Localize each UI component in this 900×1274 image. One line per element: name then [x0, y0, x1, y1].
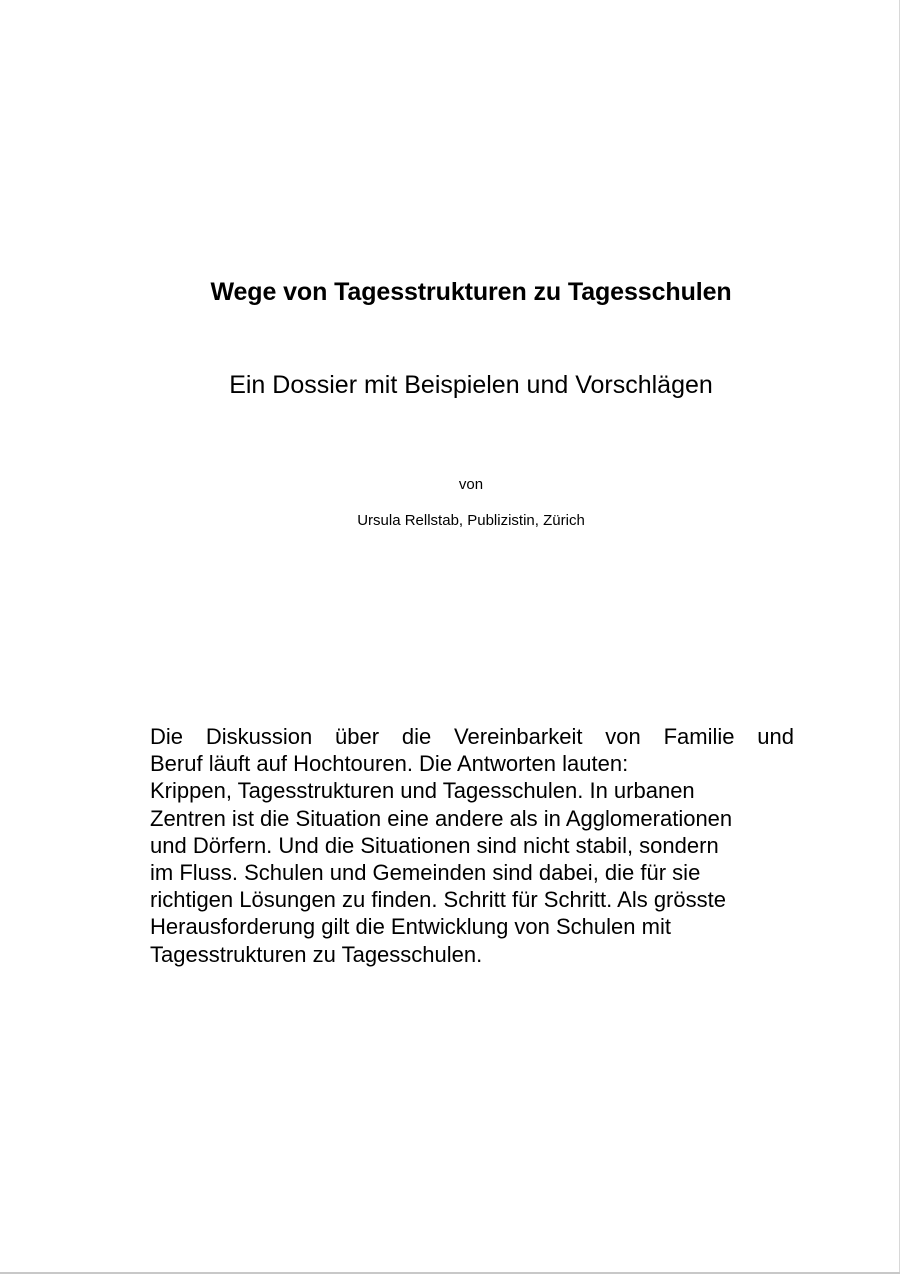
abstract-line: und Dörfern. Und die Situationen sind nicht stabil, sondern [150, 832, 719, 858]
abstract-line: Herausforderung gilt die Entwicklung von Schulen mit [150, 914, 671, 940]
abstract-line: Zentren ist die Situation eine andere als in Agglomerationen [150, 805, 733, 831]
byline: von [458, 476, 484, 493]
abstract-line: Die Diskussion über die Vereinbarkeit von Familie und [150, 724, 794, 749]
abstract-line: richtigen Lösungen zu finden. Schritt für Schritt. Als grösste [150, 887, 726, 913]
author-line: Ursula Rellstab, Publizistin, Zürich [357, 512, 585, 529]
abstract-line: Beruf läuft auf Hochtouren. Die Antworten lauten: [150, 751, 629, 777]
document-title: Wege von Tagesstrukturen zu Tagesschulen [210, 278, 732, 306]
abstract-paragraph [150, 723, 794, 968]
abstract-line: Tagesstrukturen zu Tagesschulen. [150, 941, 483, 967]
abstract-line: Krippen, Tagesstrukturen und Tagesschulen. In urbanen [150, 778, 695, 804]
document-subtitle: Ein Dossier mit Beispielen und Vorschlägen [229, 371, 713, 399]
abstract-line: im Fluss. Schulen und Gemeinden sind dabei, die für sie [150, 860, 701, 886]
